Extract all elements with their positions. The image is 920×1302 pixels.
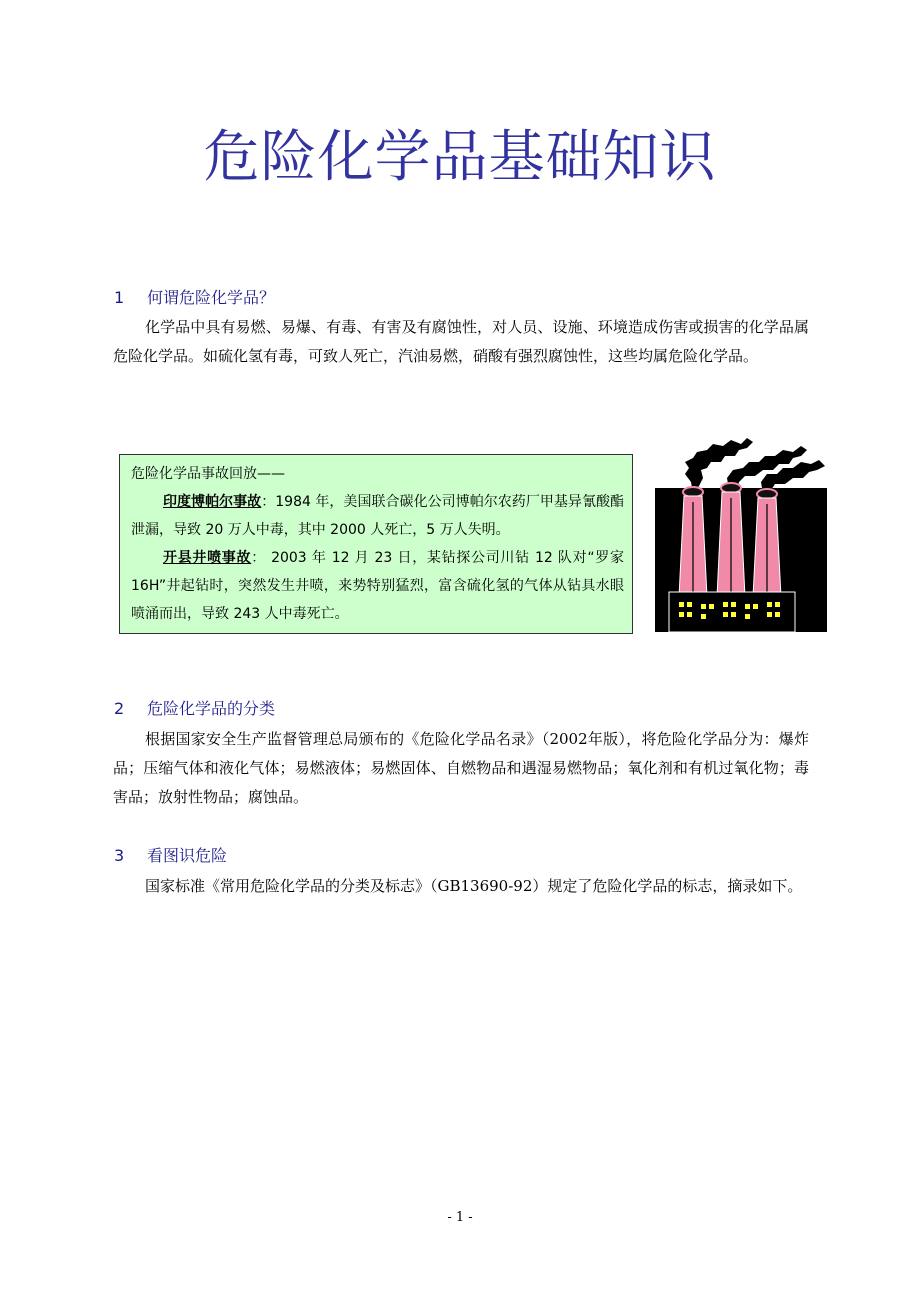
factory-smokestacks-icon	[655, 432, 827, 632]
accident-case-bhopal-text: ：1984 年，美国联合碳化公司博帕尔农药厂甲基异氰酸酯泄漏，导致 20 万人中毒，其中 2000 人死亡，5 万人失明。	[131, 494, 625, 538]
section-1-body: 化学品中具有易燃、易爆、有毒、有害及有腐蚀性，对人员、设施、环境造成伤害或损害的化学品属危险化学品。如硫化氢有毒，可致人死亡，汽油易燃，硝酸有强烈腐蚀性，这些均属危险化学品。	[113, 318, 809, 365]
section-3-heading	[114, 845, 227, 867]
accident-case-kaixian	[131, 544, 624, 628]
section-1-number: 1	[114, 288, 125, 307]
accident-review-box	[119, 454, 633, 634]
section-2-title: 危险化学品的分类	[147, 699, 276, 718]
section-3-title: 看图识危险	[147, 846, 228, 865]
section-1-title: 何谓危险化学品？	[147, 288, 276, 307]
section-3-body: 国家标准《常用危险化学品的分类及标志》（GB13690-92）规定了危险化学品的标志，摘录如下。	[145, 877, 803, 895]
accident-box-heading: 危险化学品事故回放——	[131, 466, 285, 482]
accident-case-kaixian-title: 开县井喷事故	[163, 550, 252, 566]
accident-case-bhopal-title: 印度博帕尔事故	[163, 494, 262, 510]
accident-case-bhopal	[131, 488, 624, 544]
page-number: - 1 -	[447, 1210, 473, 1225]
section-1-heading	[114, 287, 275, 309]
section-3-number: 3	[114, 846, 125, 865]
section-2-body: 根据国家安全生产监督管理总局颁布的《危险化学品名录》（2002年版），将危险化学品分为：爆炸品；压缩气体和液化气体；易燃液体；易燃固体、自燃物品和遇湿易燃物品；氧化剂和有机过氧化物；毒害品；放射性物品；腐蚀品。	[113, 730, 809, 806]
accident-case-kaixian-text: ： 2003 年 12 月 23 日，某钻探公司川钻 12 队对“罗家 16H”井起钻时，突然发生井喷，来势特别猛烈，富含硫化氢的气体从钻具水眼喷涌而出，导致 243 人中毒死亡。	[131, 550, 624, 622]
page-title: 危险化学品基础知识	[203, 125, 717, 190]
section-2-number: 2	[114, 699, 125, 718]
section-2-heading	[114, 698, 275, 720]
